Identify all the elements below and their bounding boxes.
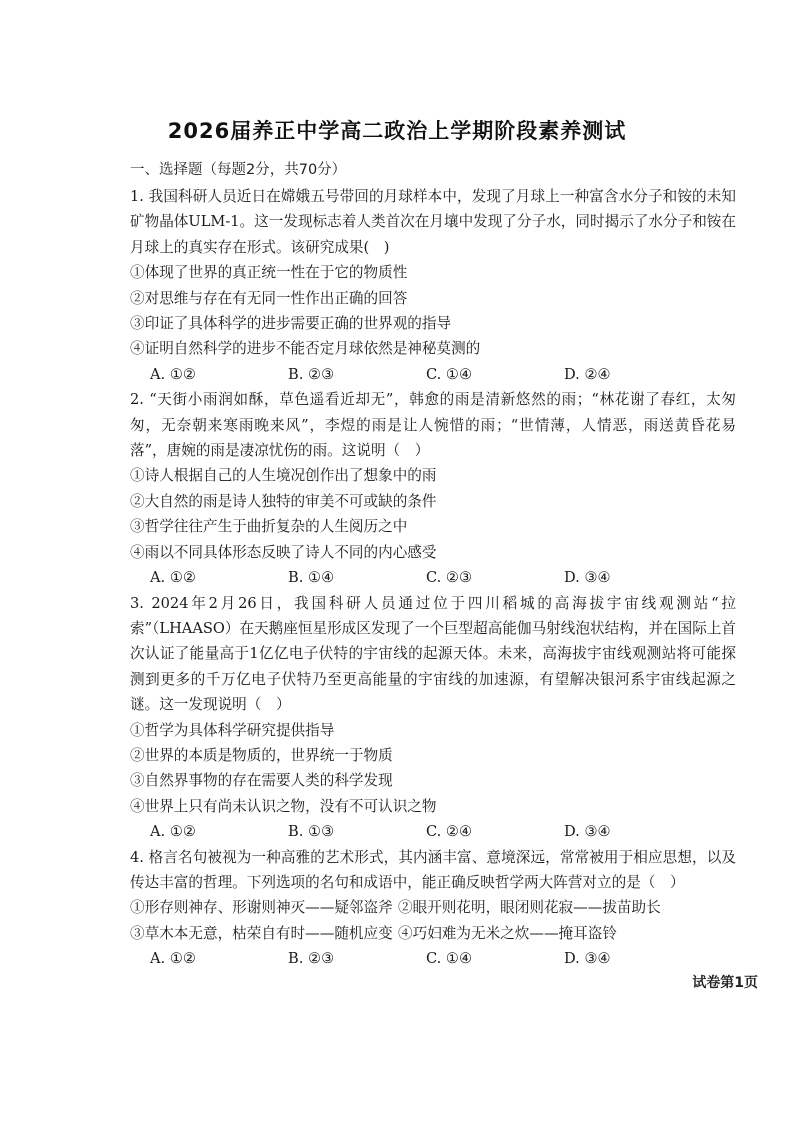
answer-choices xyxy=(130,946,736,971)
statement-option: ③印证了具体科学的进步需要正确的世界观的指导 xyxy=(130,315,452,333)
statement-option: ④世界上只有尚未认识之物，没有不可认识之物 xyxy=(130,797,437,815)
choice-b: B. ①④ xyxy=(288,569,335,587)
statement-option: ①哲学为具体科学研究提供指导 xyxy=(130,721,335,739)
question-3 xyxy=(130,591,736,845)
page-footer: 试卷第1页 xyxy=(692,975,758,991)
choice-a: A. ①② xyxy=(150,569,196,587)
question-stem: 4. 格言名句被视为一种高雅的艺术形式，其内涵丰富、意境深远，常常被用于相应思想，以及传达丰富的哲理。下列选项的名句和成语中，能正确反映哲学两大阵营对立的是（ ） xyxy=(130,848,736,891)
choice-d: D. ②④ xyxy=(564,365,611,383)
question-list xyxy=(130,184,736,972)
answer-choices xyxy=(130,362,736,387)
question-2 xyxy=(130,387,736,590)
statement-option: ④证明自然科学的进步不能否定月球依然是神秘莫测的 xyxy=(130,340,481,358)
statement-option: ②对思维与存在有无同一性作出正确的回答 xyxy=(130,289,408,307)
statement-option: ③自然界事物的存在需要人类的科学发现 xyxy=(130,772,393,790)
statement-option: ③草木本无意，枯荣自有时——随机应变 xyxy=(130,924,393,942)
question-4 xyxy=(130,845,736,972)
statement-option: ①体现了世界的真正统一性在于它的物质性 xyxy=(130,264,408,282)
choice-a: A. ①② xyxy=(150,365,196,383)
choice-d: D. ③④ xyxy=(564,823,611,841)
statement-option: ④巧妇难为无米之炊——掩耳盗铃 xyxy=(398,924,617,942)
question-stem: 2. “天街小雨润如酥，草色遥看近却无”，韩愈的雨是清新悠然的雨；“林花谢了春红，太匆匆，无奈朝来寒雨晚来风”，李煜的雨是让人惋惜的雨；“世情薄，人情恶，雨送黄昏花易落”，唐婉的雨是凄凉忧伤的雨。这说明（ ） xyxy=(130,391,736,460)
choice-b: B. ②③ xyxy=(288,950,335,968)
statement-row xyxy=(130,895,736,920)
statement-row xyxy=(130,921,736,946)
statement-option: ②眼开则花明，眼闭则花寂——拔苗助长 xyxy=(398,899,661,917)
statement-option: ④雨以不同具体形态反映了诗人不同的内心感受 xyxy=(130,543,437,561)
choice-b: B. ②③ xyxy=(288,365,335,383)
choice-a: A. ①② xyxy=(150,823,196,841)
question-stem: 1. 我国科研人员近日在嫦娥五号带回的月球样本中，发现了月球上一种富含水分子和铵的未知矿物晶体ULM-1。这一发现标志着人类首次在月壤中发现了分子水，同时揭示了水分子和铵在月球上的真实存在形式。该研究成果( ) xyxy=(130,188,736,256)
choice-b: B. ①③ xyxy=(288,823,335,841)
statement-option: ①诗人根据自己的人生境况创作出了想象中的雨 xyxy=(130,467,437,485)
choice-d: D. ③④ xyxy=(564,950,611,968)
answer-choices xyxy=(130,819,736,844)
choice-d: D. ③④ xyxy=(564,569,611,587)
choice-a: A. ①② xyxy=(150,950,196,968)
statement-option: ①形存则神存、形谢则神灭——疑邻盗斧 xyxy=(130,899,393,917)
section-heading: 一、选择题（每题2分，共70分） xyxy=(130,162,347,178)
choice-c: C. ②③ xyxy=(426,569,473,587)
statement-option: ③哲学往往产生于曲折复杂的人生阅历之中 xyxy=(130,518,408,536)
choice-c: C. ②④ xyxy=(426,823,473,841)
choice-c: C. ①④ xyxy=(426,365,473,383)
answer-choices xyxy=(130,565,736,590)
statement-option: ②世界的本质是物质的，世界统一于物质 xyxy=(130,746,393,764)
choice-c: C. ①④ xyxy=(426,950,473,968)
statement-option: ②大自然的雨是诗人独特的审美不可或缺的条件 xyxy=(130,492,437,510)
question-1 xyxy=(130,184,736,387)
exam-title: 2026届养正中学高二政治上学期阶段素养测试 xyxy=(167,119,627,143)
question-stem: 3. 2024年2月26日，我国科研人员通过位于四川稻城的高海拔宇宙线观测站“拉索”（LHAASO）在天鹅座恒星形成区发现了一个巨型超高能伽马射线泡状结构，并在国际上首次认证了能量高于1亿亿电子伏特的宇宙线的起源天体。未来，高海拔宇宙线观测站将可能探测到更多的千万亿电子伏特乃至更高能量的宇宙线的加速源，有望解决银河系宇宙线起源之谜。这一发现说明（ ） xyxy=(130,594,736,714)
